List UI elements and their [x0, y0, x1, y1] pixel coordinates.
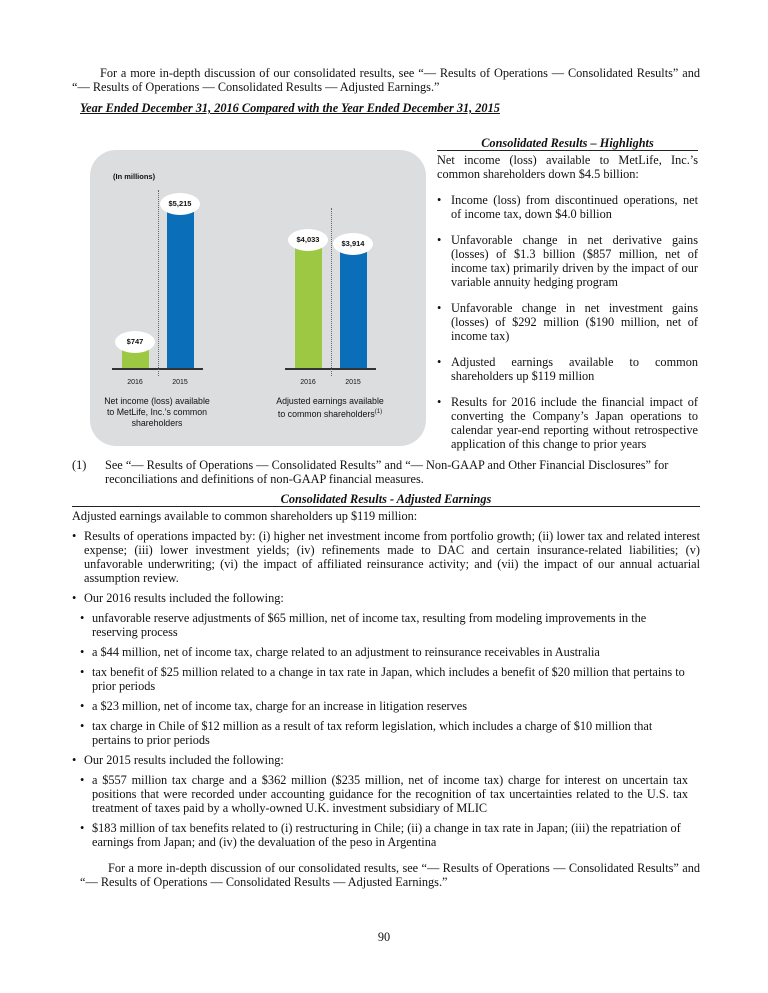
- adjusted-lead: Adjusted earnings available to common shareholders up $119 million:: [72, 509, 418, 523]
- sub-bullet: • $183 million of tax benefits related to (i) restructuring in Chile; (ii) a change in tax rate in Japan; (iii) the repatriation of earnings from Japan; and (iv) the devaluation of the peso in Argentina: [80, 821, 688, 849]
- bar-2015: [340, 247, 367, 368]
- adjusted-bullet: • Results of operations impacted by: (i) higher net investment income from portfolio growth; (ii) lower tax and related interest expense; (iii) lower investment yields; (iv) refinements made to DAC and certain insurance-related liabilities; (v) unfavorable underwriting; (vi) the impact of affiliated reinsurance activity; and (vii) the impact of our annual actuarial assumption review.: [72, 529, 700, 585]
- footnote: [72, 458, 700, 486]
- footnote-text: See “— Results of Operations — Consolidated Results” and “— Non-GAAP and Other Financial Disclosures” for reconciliations and definitions of non-GAAP financial measures.: [105, 458, 669, 486]
- group-caption: Net income (loss) available to MetLife, Inc.’s common shareholders: [104, 396, 210, 428]
- data-label: $4,033: [288, 229, 328, 251]
- highlight-bullet: • Unfavorable change in net derivative gains (losses) of $1.3 billion ($857 million, net of income tax) primarily driven by the impact of our variable annuity hedging program: [437, 233, 698, 289]
- unit-label: (In millions): [113, 172, 156, 181]
- year-tick-label: 2015: [172, 379, 188, 386]
- page-number: 90: [377, 930, 391, 944]
- highlight-bullet: • Income (loss) from discontinued operations, net of income tax, down $4.0 billion: [437, 193, 698, 221]
- bar-2016: [295, 243, 322, 368]
- group-separator: [331, 208, 332, 376]
- footnote-mark: (1): [72, 458, 87, 472]
- year-tick-label: 2016: [300, 379, 316, 386]
- sub-bullet: • tax benefit of $25 million related to a change in tax rate in Japan, which includes a benefit of $20 million that pertains to prior periods: [80, 665, 688, 693]
- adjusted-bullet: • Our 2015 results included the following:: [72, 753, 700, 767]
- data-label: $747: [115, 331, 155, 353]
- sub-bullet: • a $557 million tax charge and a $362 million ($235 million, net of income tax) charge for interest on uncertain tax positions that were recorded under accounting guidance for the recognition of tax uncertainties related to the U.S. tax treatment of taxes paid by a wholly-owned U.K. investment subsidiary of MLIC: [80, 773, 688, 815]
- highlights-column: [437, 136, 698, 451]
- adjusted-bullet: • Our 2016 results included the following:: [72, 591, 700, 605]
- year-tick-label: 2016: [127, 379, 143, 386]
- footnote-mark: (1): [374, 409, 383, 415]
- intro-paragraph: For a more in-depth discussion of our consolidated results, see “— Results of Operations — Consolidated Results” and “— Results of Operations — Consolidated Results — Adjusted Earnings.”: [72, 66, 700, 94]
- year-tick-label: 2015: [345, 379, 361, 386]
- group-separator: [158, 190, 159, 376]
- bar-2015: [167, 207, 194, 368]
- data-label: $3,914: [333, 233, 373, 255]
- highlight-bullet: • Unfavorable change in net investment gains (losses) of $292 million ($190 million, net of income tax): [437, 301, 698, 343]
- data-label: $5,215: [160, 193, 200, 215]
- adjusted-earnings-section: [72, 458, 700, 889]
- group-caption: Adjusted earnings available to common shareholders$^{(1)}$: [276, 396, 384, 419]
- highlights-chart: [90, 150, 426, 446]
- sub-bullet: • a $23 million, net of income tax, charge for an increase in litigation reserves: [80, 699, 688, 713]
- adjusted-title: Consolidated Results - Adjusted Earnings: [72, 492, 700, 507]
- highlights-title: Consolidated Results – Highlights: [437, 136, 698, 151]
- highlight-bullet: • Results for 2016 include the financial impact of converting the Company’s Japan operations to calendar year-end reporting without retrospective application of this change to prior years: [437, 395, 698, 451]
- closing-paragraph: For a more in-depth discussion of our consolidated results, see “— Results of Operations — Consolidated Results” and “— Results of Operations — Consolidated Results — Adjusted Earnings.”: [80, 861, 700, 889]
- sub-bullet: • a $44 million, net of income tax, charge related to an adjustment to reinsurance receivables in Australia: [80, 645, 688, 659]
- highlight-bullet: • Adjusted earnings available to common shareholders up $119 million: [437, 355, 698, 383]
- sub-bullet: • unfavorable reserve adjustments of $65 million, net of income tax, resulting from modeling improvements in the reserving process: [80, 611, 688, 639]
- year-heading: Year Ended December 31, 2016 Compared with the Year Ended December 31, 2015: [80, 101, 500, 115]
- highlights-lead: Net income (loss) available to MetLife, Inc.’s common shareholders down $4.5 billion:: [437, 153, 698, 181]
- sub-bullet: • tax charge in Chile of $12 million as a result of tax reform legislation, which includes a charge of $10 million that pertains to prior periods: [80, 719, 688, 747]
